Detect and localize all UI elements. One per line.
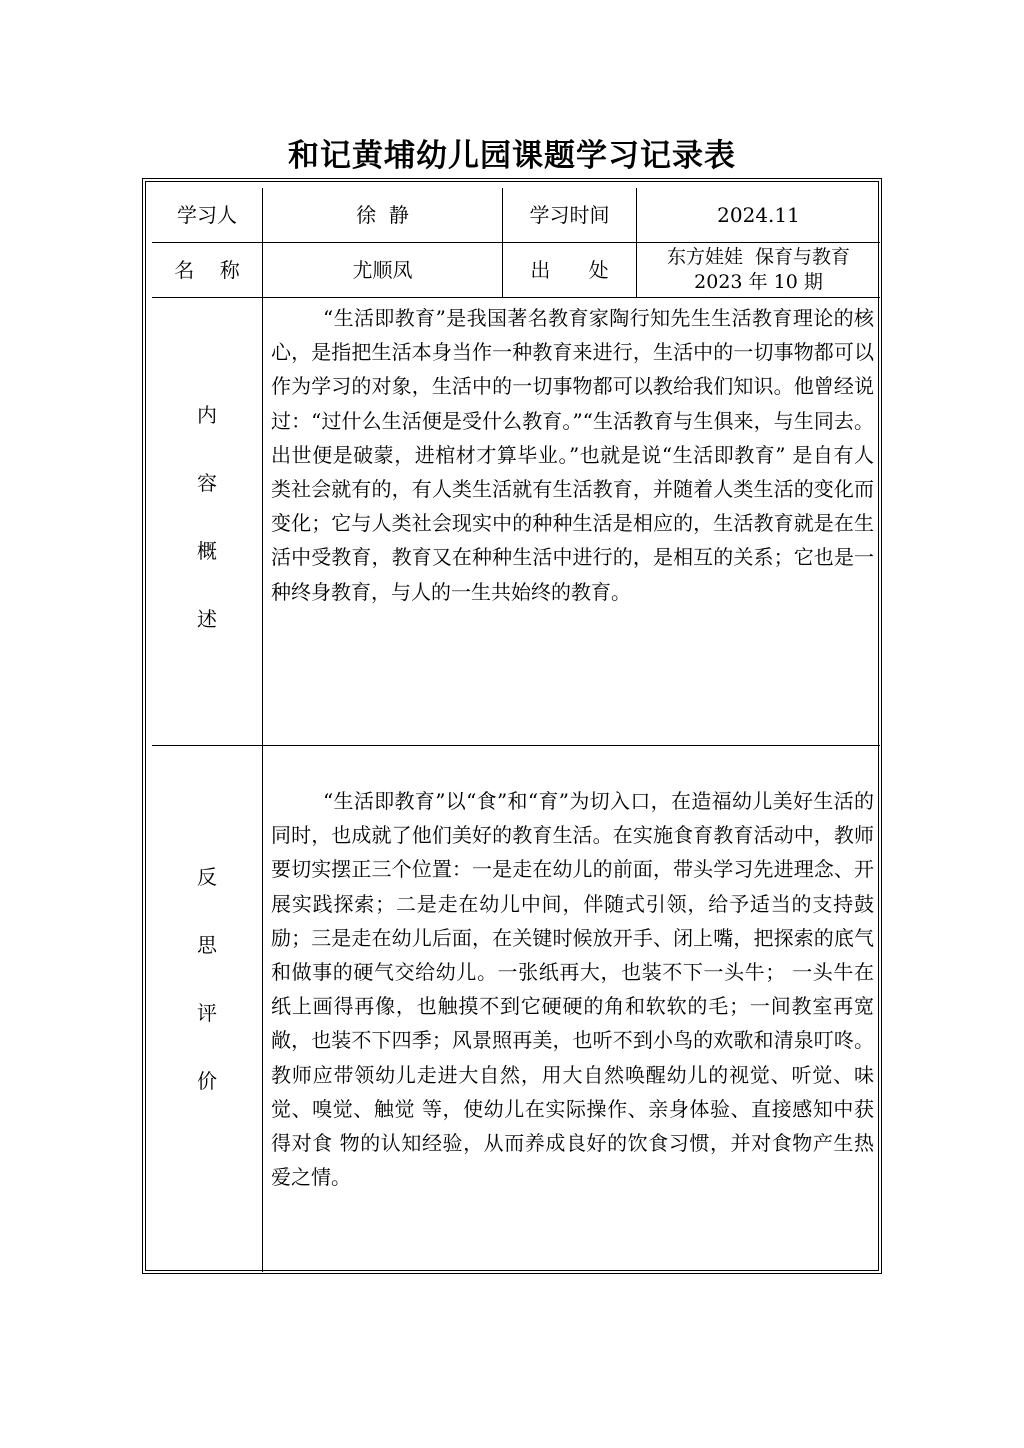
study-time-label: 学习时间 <box>529 203 610 227</box>
document-title: 和记黄埔幼儿园课题学习记录表 <box>288 138 736 174</box>
name-value: 尤顺凤 <box>352 258 413 282</box>
reflection-label <box>152 746 262 1272</box>
source-line-2: 2023 年 10 期 <box>694 271 823 293</box>
learner-value: 徐 静 <box>356 203 409 227</box>
reflection-label-char: 反 <box>197 865 217 889</box>
summary-text: “生活即教育”是我国著名教育家陶行知先生生活教育理论的核心，是指把生活本身当作一种教育来进行，生活中的一切事物都可以作为学习的对象，生活中的一切事物都可以教给我们知识。他曾经说过：“过什么生活便是受什么教育。”“生活教育与生俱来，与生同去。出世便是破蒙，进棺材才算毕业。”也就是说“生活即教育” 是自有人类社会就有的，有人类生活就有生活教育，并随着人类生活的变化而变化；它与人类社会现实中的种种生活是相应的，生活教育就是在生活中受教育，教育又在种种生活中进行的，是相互的关系；它也是一种终身教育，与人的一生共始终的教育。 <box>271 306 874 604</box>
reflection-label-char: 评 <box>197 1001 217 1025</box>
column-divider <box>262 188 263 1272</box>
summary-label-char: 概 <box>197 538 217 563</box>
summary-label-char: 内 <box>197 402 217 427</box>
name-label: 名 称 <box>174 258 240 282</box>
summary-label-char: 述 <box>197 606 217 631</box>
summary-label <box>152 298 262 745</box>
source-value <box>637 243 880 297</box>
learner-label: 学习人 <box>177 203 237 227</box>
summary-label-char: 容 <box>197 470 217 495</box>
source-label: 出 处 <box>530 258 609 282</box>
record-table <box>142 178 882 1274</box>
reflection-label-char: 价 <box>197 1069 217 1093</box>
source-line-1: 东方娃娃 保育与教育 <box>666 246 851 269</box>
study-time-value: 2024.11 <box>717 203 800 227</box>
reflection-text: “生活即教育”以“食”和“育”为切入口，在造福幼儿美好生活的同时，也成就了他们美好的教育生活。在实施食育教育活动中，教师要切实摆正三个位置：一是走在幼儿的前面，带头学习先进理念、开展实践探索；二是走在幼儿中间，伴随式引领，给予适当的支持鼓励；三是走在幼儿后面，在关键时候放开手、闭上嘴，把探索的底气和做事的硬气交给幼儿。一张纸再大，也装不下一头牛； 一头牛在纸上画得再像，也触摸不到它硬硬的角和软软的毛；一间教室再宽敞，也装不下四季；风景照再美，也听不到小鸟的欢歌和清泉叮咚。教师应带领幼儿走进大自然，用大自然唤醒幼儿的视觉、听觉、味觉、嗅觉、触觉 等，使幼儿在实际操作、亲身体验、直接感知中获得对食 物的认知经验，从而养成良好的饮食习惯，并对食物产生热爱之情。 <box>271 789 874 1190</box>
table-grid <box>152 188 872 1264</box>
reflection-label-char: 思 <box>197 933 217 957</box>
